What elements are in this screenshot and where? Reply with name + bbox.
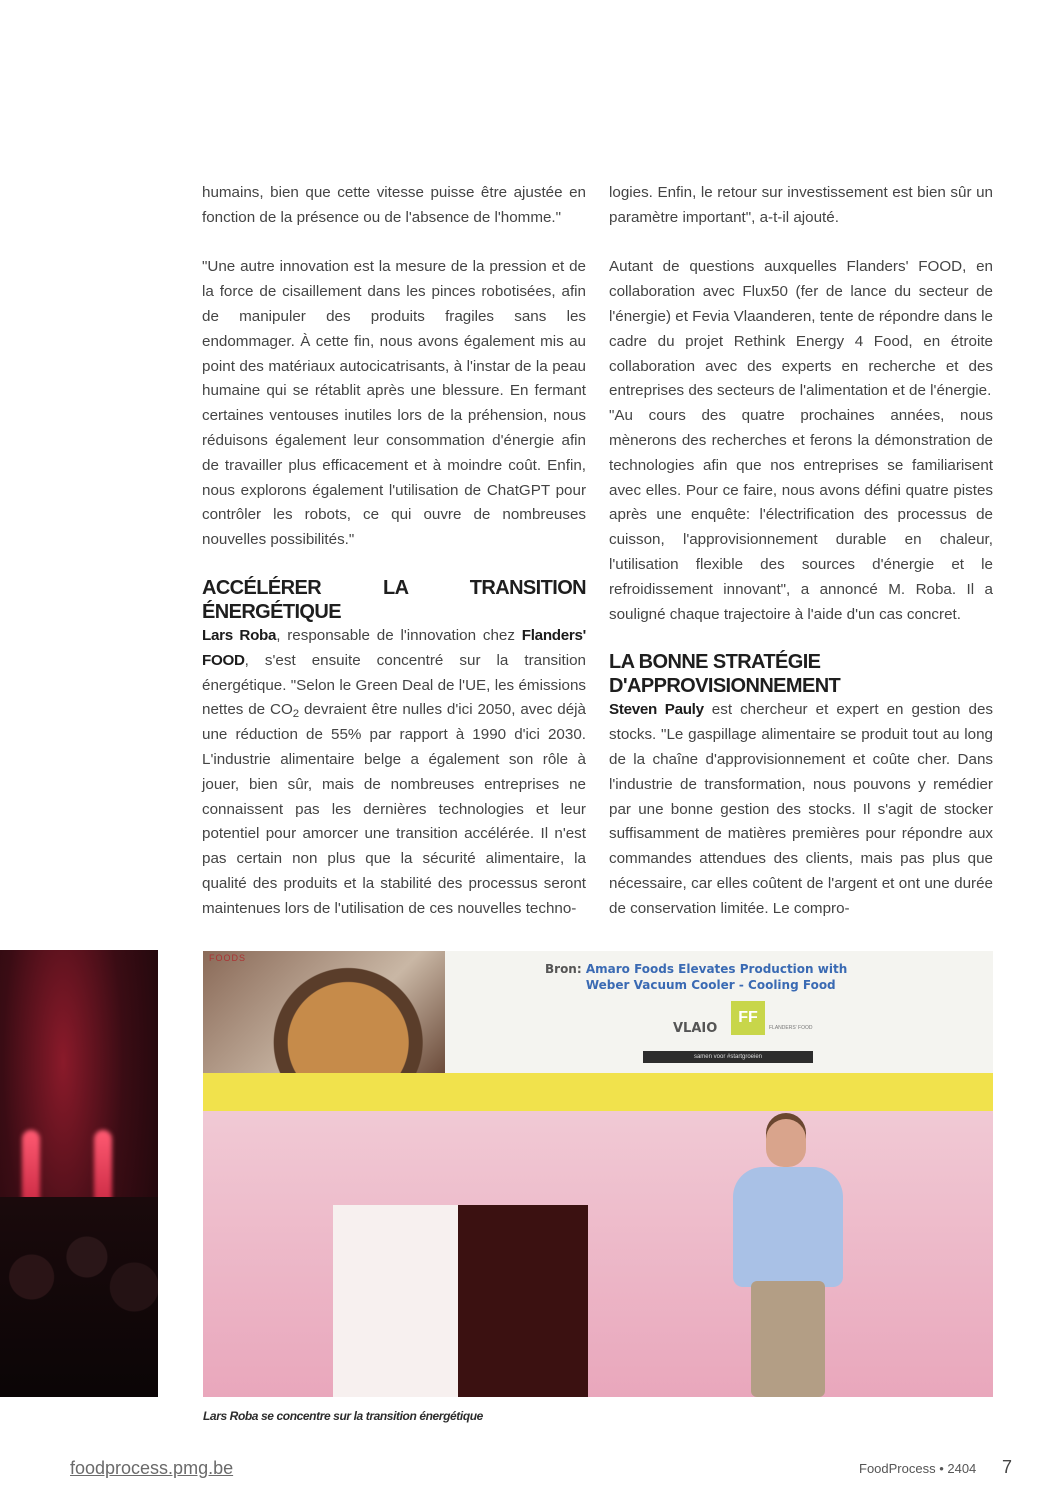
lectern [333, 1205, 588, 1397]
heading-line: D'APPROVISIONNEMENT [609, 675, 841, 698]
paragraph-steven-pauly [609, 698, 993, 921]
speaker-trousers [751, 1281, 825, 1397]
left-column [202, 181, 586, 922]
slide-food-image [203, 951, 445, 1073]
speaker-shirt [733, 1167, 843, 1287]
flanders-food-logo-text: FLANDERS' FOOD [769, 1025, 813, 1031]
text-run: , responsable de l'innovation chez [276, 626, 522, 644]
paragraph-lars-roba [202, 624, 586, 922]
slide-yellow-band [203, 1073, 993, 1111]
person-name: Steven Pauly [609, 701, 704, 719]
slide-foods-label: FOODS [209, 953, 247, 963]
page-number: 7 [1002, 1457, 1013, 1477]
projection-screen [203, 951, 993, 1111]
audience-crowd [0, 1197, 158, 1397]
slide-source [545, 961, 856, 993]
subscript: 2 [292, 708, 300, 721]
text-run: est chercheur et expert en gestion des stocks. "Le gaspillage alimentaire se produit tout au long de la chaîne d'approvisionnement et coûte cher. Dans l'industrie de transformation, nous pouvons y remédier par une bonne gestion des stocks. Il s'agit de stocker suffisamment de matières premières pour répondre aux commandes attendues des clients, mais pas plus que nécessaire, car elles coûtent de l'argent et ont une durée de conservation limitée. Le compro- [609, 701, 993, 917]
slide-source-text: Amaro Foods Elevates Production with Weber Vacuum Cooler - Cooling Food [585, 962, 848, 992]
paragraph: Autant de questions auxquelles Flanders' FOOD, en collaboration avec Flux50 (fer de lance du secteur de l'énergie) et Fevia Vlaanderen, tente de répondre dans le cadre du projet Rethink Energy 4 Food, en étroite collaboration avec des experts en recherche et des entreprises des secteurs de l'alimentation et de l'énergie. [609, 258, 993, 400]
paragraph: "Une autre innovation est la mesure de la pression et de la force de cisaillement dans les pinces robotisées, afin de manipuler des produits fragiles sans les endommager. À cette fin, nous avons également mis au point des matériaux autocicatrisants, à l'instar de la peau humaine qui se rétablit après une blessure. En fermant certaines ventouses inutiles lors de la préhension, nous réduisons également leur consommation d'énergie afin de travailler plus efficacement et à moindre coût. Enfin, nous explorons également l'utilisation de ChatGPT pour contrôler les robots, ce qui ouvre de nombreuses nouvelles possibilités." [202, 258, 586, 549]
website-link[interactable]: foodprocess.pmg.be [70, 1458, 234, 1478]
organization-name: Flanders' FOOD [202, 626, 586, 669]
slide-band: samen voor #startgroeien [643, 1051, 813, 1063]
heading-line: LA BONNE STRATÉGIE [609, 651, 821, 674]
slide-source-label: Bron: [545, 962, 582, 976]
section-heading-energy-transition: ACCÉLÉRER LA TRANSITION ÉNERGÉTIQUE [202, 576, 586, 623]
right-column [609, 181, 993, 922]
paragraph: logies. Enfin, le retour sur investissement est bien sûr un paramètre important", a-t-il ajouté. [609, 184, 993, 226]
photo-caption: Lars Roba se concentre sur la transition énergétique [203, 1409, 483, 1423]
vlaio-logo: VLAIO [673, 1021, 718, 1036]
person-name: Lars Roba [202, 626, 277, 644]
paragraph: "Au cours des quatre prochaines années, nous mènerons des recherches et ferons la démonstration de technologies afin que nos entreprises se familiarisent avec elles. Pour ce faire, nous avons défini quatre pistes après une enquête: l'électrification des processus de cuisson, l'approvisionnement durable en chaleur, l'utilisation flexible des sources d'énergie et le refroidissement innovant", a annoncé M. Roba. Il a souligné chaque trajectoire à l'aide d'un cas concret. [609, 407, 993, 623]
text-run: , s'est ensuite concentré sur la transition énergétique. "Selon le Green Deal de l'UE, les émissions nettes de CO [202, 651, 586, 719]
flanders-food-logo: FF [731, 1001, 765, 1035]
text-run: devraient être nulles d'ici 2050, avec déjà une réduction de 55% par rapport à 1990 d'ici 2030. L'industrie alimentaire belge a également son rôle à jouer, bien sûr, mais de nombreuses entreprises ne connaissent pas les dernières technologies et leur potentiel pour amorcer une transition accélérée. Il n'est pas certain non plus que la sécurité alimentaire, la qualité des produits et la stabilité des processus seront maintenues lors de l'utilisation de ces nouvelles techno- [202, 701, 586, 917]
paragraph: humains, bien que cette vitesse puisse être ajustée en fonction de la présence ou de l'absence de l'homme." [202, 184, 586, 226]
magazine-issue: FoodProcess • 2404 [859, 1461, 977, 1476]
audience-photo [0, 950, 158, 1397]
speaker-head [766, 1119, 806, 1167]
section-heading-supply-strategy [609, 650, 993, 698]
speaker-photo [203, 951, 993, 1397]
